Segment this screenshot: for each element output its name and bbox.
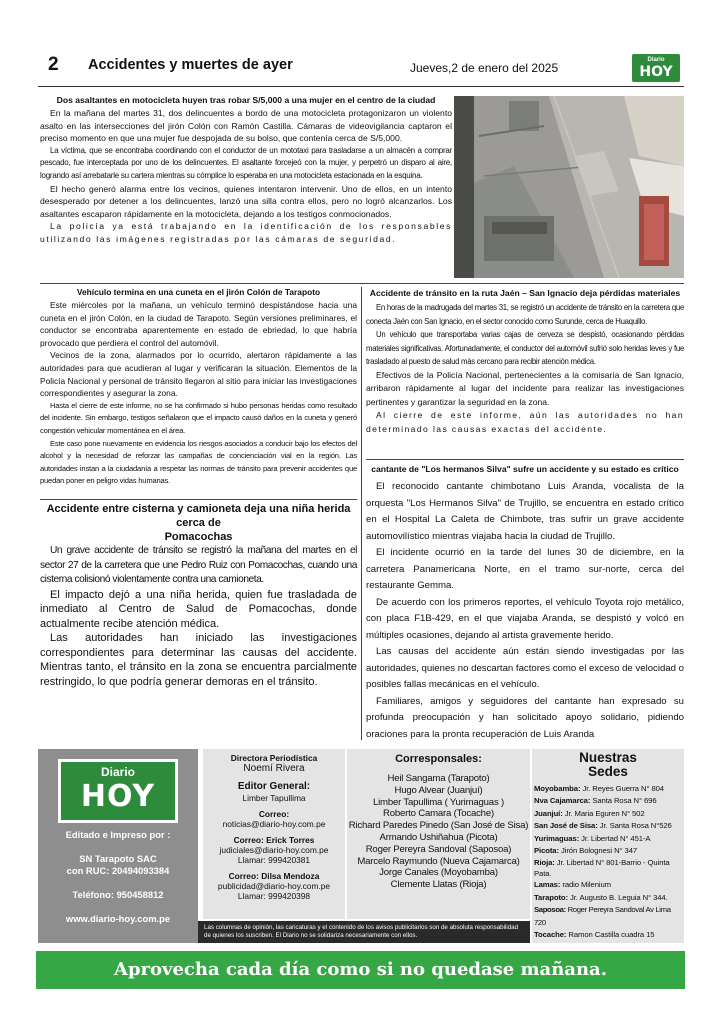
article-body [366, 301, 684, 436]
sede-city: Moyobamba: [534, 784, 581, 793]
article-paragraph: Hasta el cierre de este informe, no se ha confirmado si hubo personas heridas como resultado del incidente. Sin embargo, testigos señalaron que el impacto causó daños en la cuneta y generó congestión vehicular momentánea en el área. [40, 400, 357, 435]
editor-label: Editor General: [237, 781, 311, 792]
corresponsales-box [347, 749, 530, 919]
sede-item [532, 795, 684, 807]
sede-item [532, 904, 684, 929]
article-silva [366, 462, 684, 740]
article-body [366, 479, 684, 743]
article-paragraph: Al cierre de este informe, aún las autoridades no han determinado las causas exactas del accidente. [366, 410, 684, 434]
article-title: cantante de "Los hermanos Silva" sufre un accidente y su estado es crítico [371, 464, 679, 474]
printed-by-label: Editado e Impreso por : [65, 829, 171, 840]
header-logo [632, 54, 680, 82]
sede-address: Jr. Libertad N° 801-Barrio - Quinta Pata. [534, 858, 670, 879]
article-title-line2: Pomacochas [164, 531, 233, 543]
article-paragraph: Efectivos de la Policía Nacional, pertenecientes a la comisaría de San Ignacio, arribaron rápidamente al lugar del incidente para realizar las investigaciones pertinentes y garantizar la seguridad en la zona. [366, 369, 684, 407]
article-paragraph: Vecinos de la zona, alarmados por lo ocurrido, alertaron rápidamente a las autoridades para que acudieran al lugar y verificaran la situación. Elementos de la Policía Nacional y personal de tránsito llegaron al sitio para iniciar las investigaciones correspondientes y asegurar la zona. [40, 350, 357, 399]
footer-logo-small: Diario [100, 765, 135, 779]
corresponsal: Marcelo Raymundo (Nueva Cajamarca) [357, 855, 520, 867]
editor-name: Limber Tapullima [242, 793, 306, 803]
sede-item [532, 808, 684, 820]
correo3-phone: Llamar: 999420398 [237, 891, 311, 901]
slogan-text: Aprovecha cada día como si no quedase mañana. [113, 959, 607, 980]
corresponsal: Armando Ushiñahua (Picota) [379, 831, 498, 843]
article-body [40, 299, 357, 488]
sede-address: radio Milenium [560, 880, 611, 890]
sede-city: Saposoa: [534, 905, 566, 915]
section-title: Accidentes y muertes de ayer [88, 57, 293, 73]
corresponsal: Clemente Llatas (Rioja) [390, 879, 487, 891]
corresponsales-list [347, 773, 530, 891]
sede-city: San José de Sisa: [534, 821, 598, 831]
article-cuneta [40, 286, 357, 496]
publisher-info [38, 829, 198, 925]
correo2-label: Correo: Erick Torres [233, 835, 315, 845]
publisher-box [38, 749, 198, 943]
header-divider [38, 86, 684, 87]
article-robo [40, 93, 452, 279]
article-jaen [366, 286, 684, 458]
publisher-phone: Teléfono: 950458812 [72, 889, 164, 900]
corresponsal: Roberto Camara (Tocache) [383, 808, 494, 820]
sedes-title-line1: Nuestras [579, 750, 637, 765]
article-body [40, 107, 452, 246]
staff-box [203, 749, 345, 919]
sede-city: Tarapoto: [534, 892, 568, 902]
correo-label: Correo: [258, 809, 290, 819]
column-divider [361, 287, 362, 740]
article-title: Accidente de tránsito en la ruta Jaén – San Ignacio deja pérdidas materiales [369, 288, 681, 298]
correo3-label: Correo: Dilsa Mendoza [228, 871, 320, 881]
director-label: Directora Periodística [230, 753, 318, 763]
sede-city: Picota: [534, 846, 559, 856]
cctv-street-photo [454, 96, 684, 278]
article-paragraph: El reconocido cantante chimbotano Luis Aranda, vocalista de la orquesta "Los Hermanos Silva" de Trujillo, se encuentra en estado crítico en el Hospital La Caleta de Chimbote, tras sufrir un grave accidente automovilístico mientras viajaba hacia la ciudad de Trujillo. [366, 481, 684, 542]
corresponsal: Roger Pereyra Sandoval (Saposoa) [365, 843, 512, 855]
article-paragraph: En horas de la madrugada del martes 31, se registró un accidente de tránsito en la carretera que conecta Jaén con San Ignacio, en el sector conocido como Surunde, cerca de Huaquillo. [366, 303, 684, 326]
sede-address: Jirón Bolognesi N° 347 [558, 846, 638, 856]
row-divider [40, 499, 357, 500]
row-divider [366, 459, 684, 460]
correo2-email[interactable]: judiciales@diario-hoy.com.pe [219, 845, 329, 855]
corresponsal: Limber Tapullima ( Yurimaguas ) [372, 796, 505, 808]
sedes-box [532, 749, 684, 943]
article-cisterna [40, 502, 357, 740]
sede-city: Yurimaguas: [534, 833, 580, 843]
article-paragraph: Este miércoles por la mañana, un vehículo terminó despistándose hacia una cuneta en el jirón Colón, en la ciudad de Tarapoto. Según versiones preliminares, el conductor se encontraba aparentemente en estado de ebriedad, lo que habría provocado que perdiera el control del automóvil. [40, 300, 357, 348]
footer-logo-big: HOY [80, 779, 156, 814]
sede-address: Santa Rosa N° 696 [590, 796, 657, 806]
article-paragraph: Las autoridades han iniciado las investigaciones correspondientes para determinar las causas del accidente. Mientras tanto, el tránsito en la zona se encuentra parcialmente restringido, lo que podría generar demoras en el tránsito. [40, 632, 357, 688]
article-paragraph: De acuerdo con los primeros reportes, el vehículo Toyota rojo metálico, con placa F1B-429, en el que viajaba Aranda, se despistó y volcó en múltiples ocasiones, dejando al artista gravemente herido. [366, 596, 684, 641]
sede-address: Roger Pereyra Sandoval Av Lima 720 [534, 905, 671, 927]
sede-item [532, 929, 684, 941]
article-paragraph: Un grave accidente de tránsito se registró la mañana del martes en el sector 27 de la carretera que une Pedro Ruiz con Pomacochas, cuando una cisterna colisionó violentamente contra una camioneta. [40, 545, 357, 585]
article-paragraph: El hecho generó alarma entre los vecinos, quienes intentaron intervenir. Uno de ellos, en un intento desesperado por detener a los delincuentes, lanzó una silla contra ellos, pero no logró alcanzarlos. Los asaltantes escaparon rápidamente en la motocicleta, dejando a los testigos conmocionados. [40, 183, 452, 219]
correo3-email[interactable]: publicidad@diario-hoy.com.pe [217, 881, 331, 891]
sede-item [532, 820, 684, 832]
issue-date: Jueves,2 de enero del 2025 [410, 61, 559, 75]
page-header [38, 52, 684, 84]
sede-item [532, 833, 684, 845]
sede-address: Jr. Maria Eguren N° 502 [562, 808, 645, 818]
sede-city: Nva Cajamarca: [534, 796, 591, 806]
disclaimer: Las columnas de opinión, las caricaturas y el contenido de los avisos publicitarios son de absoluta responsabilidad de quienes los suscriben. El Diario no se solidariza necesariamente con ellos. [198, 921, 530, 943]
publisher-website[interactable]: www.diario-hoy.com.pe [65, 913, 171, 924]
sede-city: Juanjuí: [534, 808, 563, 818]
article-title: Accidente entre cisterna y camioneta deja una niña herida cerca de [46, 503, 351, 529]
slogan-bar [36, 951, 685, 989]
sede-address: Jr. Libertad N° 451-A [579, 833, 651, 843]
corresponsal: Richard Paredes Pinedo (San José de Sisa) [348, 820, 529, 832]
article-paragraph: Las causas del accidente aún están siendo investigadas por las autoridades, quienes no descartan factores como el exceso de velocidad o posibles fallas mecánicas en el vehículo. [366, 646, 684, 690]
article-paragraph: Este caso pone nuevamente en evidencia los riesgos asociados a conducir bajo los efectos del alcohol y la necesidad de reforzar las campañas de concienciación vial en la región. Las autoridades instan a la ciudadanía a respetar las normas de tránsito para prevenir accidentes que puedan poner en peligro vidas humanas. [40, 438, 357, 486]
sedes-title-line2: Sedes [588, 764, 628, 779]
director-name: Noemí Rivera [243, 763, 305, 774]
sede-item [532, 783, 684, 795]
company-name: SN Tarapoto SAC [79, 853, 157, 864]
page-number: 2 [48, 54, 59, 75]
sede-address: Jr. Reyes Guerra N° 804 [580, 784, 664, 793]
sedes-title [532, 751, 684, 779]
header-logo-big: HOY [639, 64, 673, 80]
article-title: Dos asaltantes en motocicleta huyen tras robar S/5,000 a una mujer en el centro de la ciudad [56, 95, 436, 105]
article-paragraph: Familiares, amigos y seguidores del cantante han expresado su profunda preocupación y han solicitado apoyo solidario, pidiendo oraciones para la pronta recuperación de Luis Aranda [366, 695, 684, 740]
sede-city: Lamas: [534, 880, 561, 890]
sede-item [532, 857, 684, 879]
sede-item [532, 879, 684, 891]
sede-address: Jr. Santa Rosa N°526 [597, 821, 672, 831]
article-paragraph: En la mañana del martes 31, dos delincuentes a bordo de una motocicleta protagonizaron un violento asalto en las intersecciones del jirón Colón con Ramón Castilla. Cámaras de videovigilancia captaron el preciso momento en que una mujer fue despojada de su bolso, que contenía cerca de S/5,000. [40, 108, 452, 144]
correo2-phone: Llamar: 999420381 [237, 855, 311, 865]
article-paragraph: La policía ya está trabajando en la identificación de los responsables utilizando las imágenes registradas por las cámaras de seguridad. [40, 221, 452, 244]
sede-address: Jr. Augusto B. Leguia N° 344. [567, 892, 668, 902]
article-body [40, 544, 357, 689]
article-paragraph: Un vehículo que transportaba varias cajas de cerveza se despistó, ocasionando pérdidas materiales significativas. Afortunadamente, el conductor del automóvil sufrió solo heridas leves y fue trasladado al puesto de salud más cercano para recibir atención médica. [366, 330, 684, 366]
sede-item [532, 892, 684, 904]
sede-city: Tocache: [534, 930, 567, 940]
sede-city: Rioja: [534, 858, 555, 868]
corresponsal: Jorge Canales (Moyobamba) [379, 867, 498, 879]
corresponsales-title: Corresponsales: [395, 753, 482, 765]
article-paragraph: El incidente ocurrió en la tarde del lunes 30 de diciembre, en la carretera Panamericana Norte, en el tramo sur-norte, cerca del restaurante Gemma. [366, 547, 684, 591]
sede-item [532, 845, 684, 857]
row-divider [40, 283, 684, 284]
sede-address: Ramon Castilla cuadra 15 [566, 930, 655, 940]
header-logo-small: Diario [647, 57, 665, 63]
article-paragraph: La víctima, que se encontraba coordinando con el conductor de un mototaxi para trasladarse a un almacén a comprar pescado, fue interceptada por uno de los delincuentes. El asaltante forcejeó con la mujer, y perpetró un disparo al aire, logrando así arrebatarle su cartera mientras su cómplice lo esperaba en una motocicleta estacionada en la esquina. [40, 145, 452, 180]
article-title: Vehículo termina en una cuneta en el jirón Colón de Tarapoto [76, 287, 321, 297]
article-paragraph: El impacto dejó a una niña herida, quien fue trasladada de inmediato al Centro de Salud de Pomacochas, donde actualmente recibe atención médica. [40, 588, 357, 630]
correo-email[interactable]: noticias@diario-hoy.com.pe [222, 819, 326, 829]
corresponsal: Hugo Alvear (Juanjuí) [394, 784, 483, 796]
company-ruc: con RUC: 20494093384 [66, 865, 170, 876]
footer-logo [58, 759, 178, 823]
corresponsal: Heil Sangama (Tarapoto) [387, 773, 490, 784]
